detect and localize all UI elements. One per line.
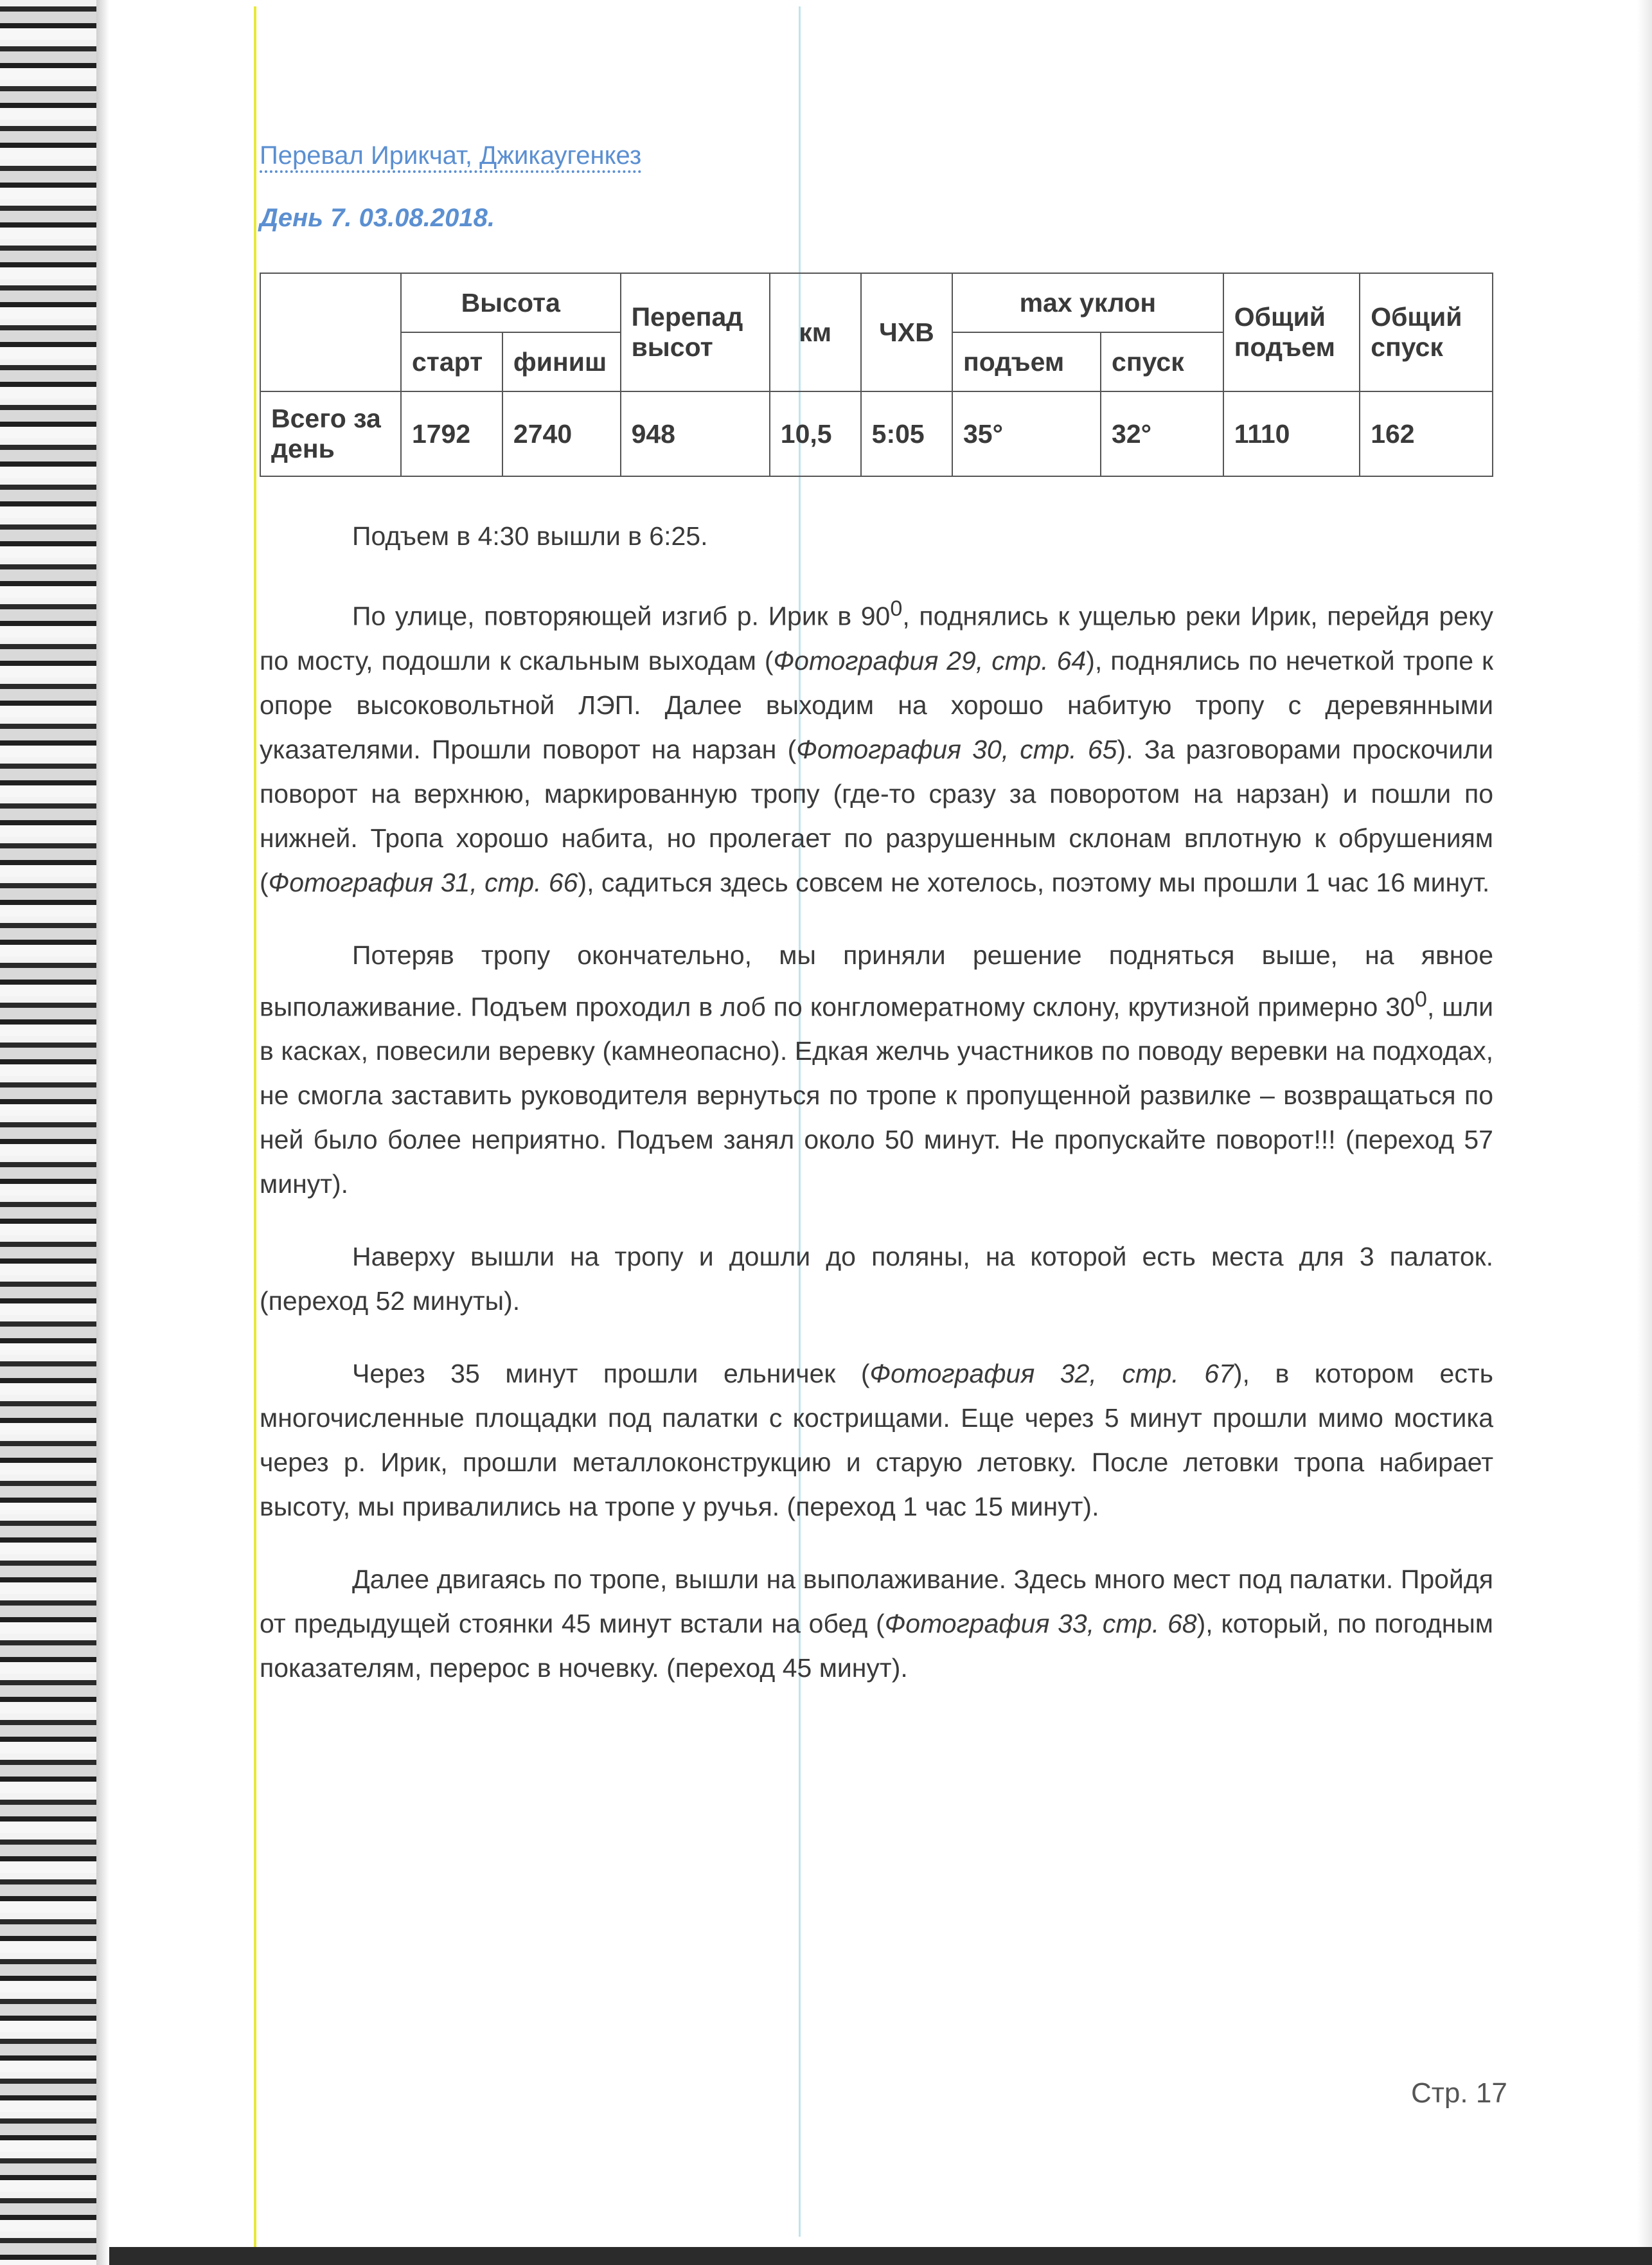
- page-content: [260, 141, 1493, 1690]
- cell-chv: 5:05: [861, 391, 952, 476]
- paragraph-4: [260, 1235, 1493, 1323]
- cell-slope-down: 32°: [1101, 391, 1223, 476]
- row-label: Всего за день: [260, 391, 401, 476]
- p6-text-a: Далее двигаясь по тропе, вышли на выполаживание. Здесь много мест под палатки. Пройдя от предыдущей стоянки 45 минут встали на обед (: [260, 1564, 1493, 1639]
- p2-text-e: ), садиться здесь совсем не хотелось, поэтому мы прошли 1 час 16 минут.: [578, 867, 1490, 897]
- cell-slope-up: 35°: [952, 391, 1101, 476]
- paragraph-3: [260, 933, 1493, 1207]
- p5-text-b: ), в котором есть многочисленные площадки под палатки с кострищами. Еще через 5 минут прошли мимо мостика через р. Ирик, прошли металлоконструкцию и старую летовку. После летовки тропа набирает высоту, мы привалились на тропе у ручья. (переход 1 час 15 минут).: [260, 1359, 1493, 1522]
- photo-ref-29: Фотография 29, стр. 64: [773, 645, 1087, 676]
- header-drop: Перепад высот: [621, 273, 770, 391]
- day-title: День 7. 03.08.2018.: [260, 204, 495, 232]
- p4-text: Наверху вышли на тропу и дошли до поляны, на которой есть места для 3 палаток. (переход 52 минуты).: [260, 1242, 1493, 1316]
- photo-ref-30: Фотография 30, стр. 65: [796, 734, 1117, 764]
- degree-sup: 0: [890, 596, 903, 621]
- paragraph-1-text: Подъем в 4:30 вышли в 6:25.: [352, 521, 708, 551]
- cell-start: 1792: [401, 391, 502, 476]
- cell-total-down: 162: [1360, 391, 1493, 476]
- paragraph-1: [260, 514, 1493, 559]
- photo-ref-32: Фотография 32, стр. 67: [869, 1359, 1234, 1389]
- header-finish: финиш: [502, 332, 621, 391]
- page-bottom-edge: [109, 2247, 1652, 2265]
- p3-text-a: Потеряв тропу окончательно, мы приняли решение подняться выше, на явное выполаживание. Подъем проходил в лоб по конгломератному склону, крутизной примерно 30: [260, 940, 1493, 1022]
- spiral-binding: [0, 0, 109, 2265]
- header-altitude: Высота: [401, 273, 621, 332]
- cell-drop: 948: [621, 391, 770, 476]
- p2-text-a: По улице, повторяющей изгиб р. Ирик в 90: [352, 601, 891, 631]
- header-km: км: [770, 273, 861, 391]
- cell-total-up: 1110: [1223, 391, 1360, 476]
- p2-text-b: , поднялись к ущелью реки Ирик, перейдя реку по мосту, подошли к скальным выходам (: [260, 601, 1493, 676]
- cell-finish: 2740: [502, 391, 621, 476]
- p2-text-c: ), поднялись по нечеткой тропе к опоре высоковольтной ЛЭП. Далее выходим на хорошо набитую тропу с деревянными указателями. Прошли поворот на нарзан (: [260, 645, 1493, 764]
- header-total-down: Общий спуск: [1360, 273, 1493, 391]
- header-slope-up: подъем: [952, 332, 1101, 391]
- header-total-up: Общий подъем: [1223, 273, 1360, 391]
- paragraph-2: [260, 587, 1493, 905]
- page-number: Стр. 17: [1411, 2077, 1507, 2109]
- p3-text-b: , шли в касках, повесили веревку (камнеопасно). Едкая желчь участников по поводу веревки на подходах, не смогла заставить руководителя вернуться по тропе к пропущенной развилке – возвращаться по ней было более неприятно. Подъем занял около 50 минут. Не пропускайте поворот!!! (переход 57 минут).: [260, 992, 1493, 1199]
- paragraph-6: [260, 1557, 1493, 1690]
- degree-sup: 0: [1414, 987, 1427, 1012]
- p5-text-a: Через 35 минут прошли ельничек (: [352, 1359, 870, 1389]
- margin-line: [254, 6, 256, 2256]
- header-chv: ЧХВ: [861, 273, 952, 391]
- paragraph-5: [260, 1352, 1493, 1529]
- table-corner-cell: [260, 273, 401, 391]
- header-max-slope: max уклон: [952, 273, 1223, 332]
- section-heading: Перевал Ирикчат, Джикаугенкез: [260, 141, 642, 170]
- photo-ref-33: Фотография 33, стр. 68: [884, 1609, 1197, 1639]
- p2-text-d: ). За разговорами проскочили поворот на верхнюю, маркированную тропу (где-то сразу за поворотом на нарзан) и пошли по нижней. Тропа хорошо набита, но пролегает по разрушенным склонам вплотную к обрушениям (: [260, 734, 1493, 897]
- page-edge: [1637, 0, 1652, 2265]
- cell-km: 10,5: [770, 391, 861, 476]
- photo-ref-31: Фотография 31, стр. 66: [268, 867, 578, 897]
- header-slope-down: спуск: [1101, 332, 1223, 391]
- header-start: старт: [401, 332, 502, 391]
- p6-text-b: ), который, по погодным показателям, перерос в ночевку. (переход 45 минут).: [260, 1609, 1493, 1683]
- day-stats-table: [260, 273, 1493, 477]
